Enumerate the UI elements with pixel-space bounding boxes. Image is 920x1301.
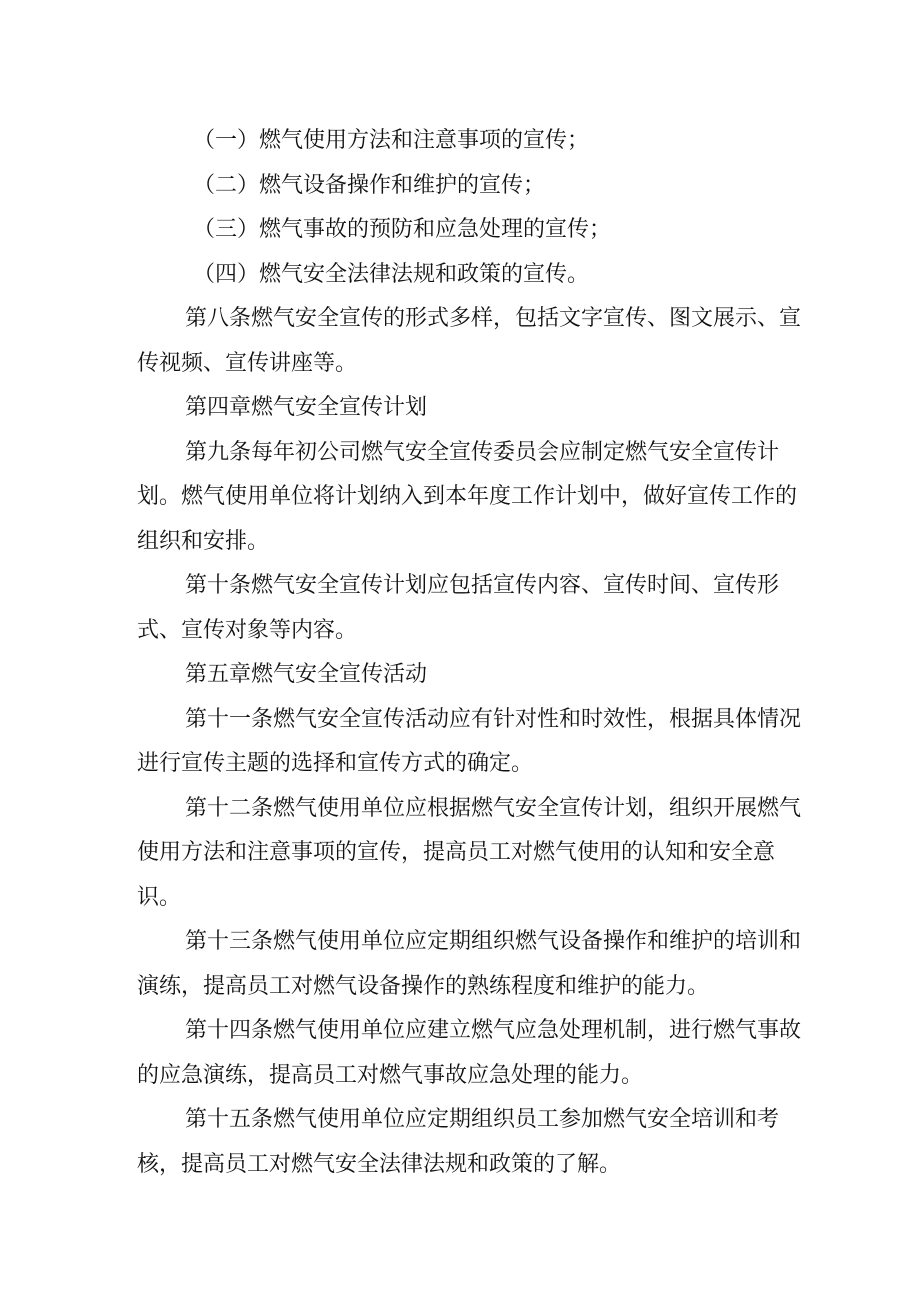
article-9: 第九条每年初公司燃气安全宣传委员会应制定燃气安全宣传计划。燃气使用单位将计划纳入到本年度工作计划中，做好宣传工作的组织和安排。 <box>137 439 798 554</box>
article-12: 第十二条燃气使用单位应根据燃气安全宣传计划，组织开展燃气使用方法和注意事项的宣传，提高员工对燃气使用的认知和安全意识。 <box>137 795 802 910</box>
list-item-4: （四）燃气安全法律法规和政策的宣传。 <box>193 261 590 287</box>
article-8: 第八条燃气安全宣传的形式多样，包括文字宣传、图文展示、宣传视频、宣传讲座等。 <box>137 306 802 376</box>
chapter-5-heading: 第五章燃气安全宣传活动 <box>185 662 428 687</box>
list-item-3: （三）燃气事故的预防和应急处理的宣传； <box>193 217 612 242</box>
chapter-4-heading: 第四章燃气安全宣传计划 <box>185 395 428 420</box>
article-13: 第十三条燃气使用单位应定期组织燃气设备操作和维护的培训和演练，提高员工对燃气设备操作的熟练程度和维护的能力。 <box>137 929 802 999</box>
list-item-1: （一）燃气使用方法和注意事项的宣传； <box>193 128 590 153</box>
article-11: 第十一条燃气安全宣传活动应有针对性和时效性，根据具体情况进行宣传主题的选择和宣传方式的确定。 <box>137 706 802 776</box>
article-10: 第十条燃气安全宣传计划应包括宣传内容、宣传时间、宣传形式、宣传对象等内容。 <box>137 573 780 643</box>
article-14: 第十四条燃气使用单位应建立燃气应急处理机制，进行燃气事故的应急演练，提高员工对燃气事故应急处理的能力。 <box>137 1018 802 1088</box>
document-body <box>137 119 809 1187</box>
article-15: 第十五条燃气使用单位应定期组织员工参加燃气安全培训和考核，提高员工对燃气安全法律法规和政策的了解。 <box>137 1107 780 1177</box>
list-item-2: （二）燃气设备操作和维护的宣传； <box>193 172 546 198</box>
